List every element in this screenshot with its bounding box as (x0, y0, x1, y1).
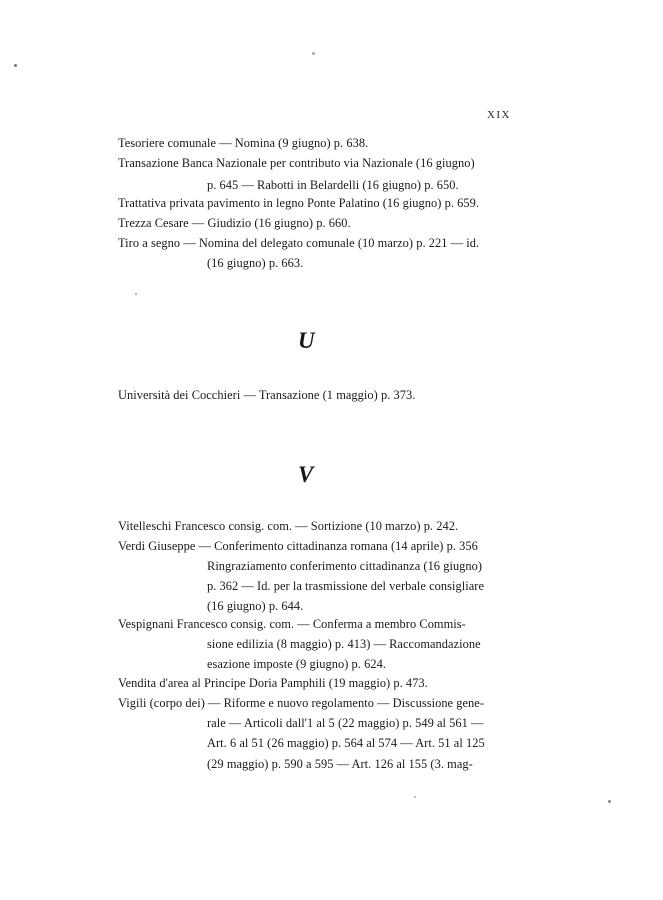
index-entry-vendita: Vendita d'area al Principe Doria Pamphili (19 maggio) p. 473. (118, 676, 428, 690)
index-entry-vigili: Vigili (corpo dei) — Riforme e nuovo regolamento — Discussione gene- (118, 696, 485, 710)
index-entry-tiro-a-segno-cont: (16 giugno) p. 663. (207, 256, 304, 270)
index-entry-vitelleschi: Vitelleschi Francesco consig. com. — Sortizione (10 marzo) p. 242. (118, 519, 459, 533)
index-entry-transazione: Transazione Banca Nazionale per contributo via Nazionale (16 giugno) (118, 156, 475, 170)
index-entry-vespignani-cont-2: esazione imposte (9 giugno) p. 624. (207, 657, 386, 671)
index-entry-transazione-cont: p. 645 — Rabotti in Belardelli (16 giugno) p. 650. (207, 178, 459, 192)
scan-speck (14, 64, 17, 67)
scan-speck (135, 293, 137, 295)
scan-speck (414, 796, 416, 798)
index-entry-vespignani-cont-1: sione edilizia (8 maggio) p. 413) — Raccomandazione (207, 637, 481, 651)
index-entry-trezza: Trezza Cesare — Giudizio (16 giugno) p. 660. (118, 216, 351, 230)
index-entry-vigili-cont-2: Art. 6 al 51 (26 maggio) p. 564 al 574 — Art. 51 al 125 (207, 736, 485, 750)
index-entry-universita: Università dei Cocchieri — Transazione (1 maggio) p. 373. (118, 388, 416, 402)
index-entry-trattativa: Trattativa privata pavimento in legno Ponte Palatino (16 giugno) p. 659. (118, 196, 480, 210)
index-entry-tesoriere: Tesoriere comunale — Nomina (9 giugno) p. 638. (118, 136, 369, 150)
index-entry-tiro-a-segno: Tiro a segno — Nomina del delegato comunale (10 marzo) p. 221 — id. (118, 236, 480, 250)
scan-speck (608, 800, 611, 803)
index-entry-verdi-cont-1: Ringraziamento conferimento cittadinanza (16 giugno) (207, 559, 483, 573)
index-entry-verdi-cont-3: (16 giugno) p. 644. (207, 599, 304, 613)
index-entry-vigili-cont-1: rale — Articoli dall'1 al 5 (22 maggio) p. 549 al 561 — (207, 716, 484, 730)
section-heading-u: U (298, 328, 315, 353)
page-number: XIX (486, 109, 511, 121)
section-heading-v: V (298, 462, 314, 487)
index-entry-vigili-cont-3: (29 maggio) p. 590 a 595 — Art. 126 al 155 (3. mag- (207, 757, 473, 771)
scan-speck (312, 52, 315, 55)
index-entry-vespignani: Vespignani Francesco consig. com. — Conferma a membro Commis- (118, 617, 466, 631)
index-entry-verdi-cont-2: p. 362 — Id. per la trasmissione del verbale consigliare (207, 579, 485, 593)
index-entry-verdi: Verdi Giuseppe — Conferimento cittadinanza romana (14 aprile) p. 356 (118, 539, 478, 553)
